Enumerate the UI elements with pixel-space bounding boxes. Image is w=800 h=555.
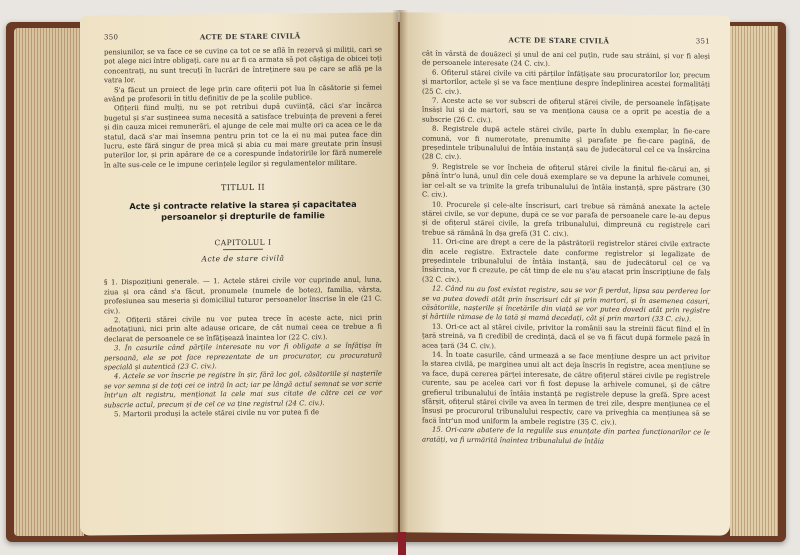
chapter-subtitle: Acte de stare civilă (201, 253, 285, 264)
section-heading: Acte și contracte relative la starea și capacitatea persoanelor și drepturile de familie (129, 199, 357, 223)
right-paragraph: 8. Registrele după actele stărei civile, parte în dublu exemplar, în fie-care comună, vor fi numerotate, prenumite și parafate pe fie-care pagină, de președintele tribunalului de întâia instanță sau de judecătorul cel ce va însărcina (28 C. civ.). (422, 124, 710, 162)
book-gutter (392, 10, 408, 540)
right-running-title: ACTE DE STARE CIVILĂ (508, 35, 610, 46)
left-page-number: 350 (104, 33, 119, 42)
right-paragraph: 10. Procurele și cele-alte înscrisuri, cari trebue să rămână anexate la actele stărei civile, se vor depune, după ce se vor parafa de persoanele care le-au depus și de ofițerul stărei civile, la grefa tribunalului, dimpreună cu registrele cari trebue să rămână în dșa grefă (31 C. civ.). (422, 200, 710, 238)
body-paragraph: 4. Actele se vor înscrie pe registre în șir, fără loc gol, căsătoriile și nașterile se vor semna și de toți cei ce intră în act; iar pe lângă actul semnat se vor scrie într'un alt registru, menționat la cele mai sus citate de către cei ce vor subscrie actul, precum și de cel ce va ține registrul (24 C. civ.). (104, 369, 382, 409)
body-paragraph: 2. Ofițerii stărei civile nu vor putea trece în aceste acte, nici prin adnotațiuni, nici prin alte adause oricare, de cât numai ceea ce trebue a fi declarat de persoanele ce se înfățișează înaintea lor (22 C. civ.). (104, 313, 382, 344)
right-paragraph: 15. Ori-care abatere de la regulile sus enunțate din partea funcționarilor ce le aratăți, va fi urmărită înaintea tribunalului de întâia (422, 425, 710, 446)
body-paragraph: § 1. Dispozițiuni generale. — 1. Actele stărei civile vor cuprinde anul, luna, ziua și ora când s'a făcut, pronumele (numele de botez), familia, vârsta, profesiunea sau meseria și domiciliul tuturor persoanelor înscrise în ele (21 C. civ.). (104, 275, 382, 315)
left-paragraph: Ofițerii fiind mulți, nu se pot retribui după cuviință, căci s'ar încărca bugetul și s'ar susțineea suma necesită a satisface trebuința de preveni a ferei și din cauza micei remunerări, el ajunge de cele mai multe ori ca acea ce le da statul, dacă s'ar mai însemna pentru prin tot ce la ei nu mai putea face din lucru, este fără singur de prea mică și abia cu mai mare greutate prin însuși puterilor lor, și prin apărare de ce a corespunde îndatoririle lor fără numerele în alte sus-cele ce le impune cerințele legilor și regulamentelor militare. (104, 101, 382, 170)
right-paragraph: 9. Registrele se vor încheia de ofițerul stărei civile la finitul fie-cărui an, și până într'o lună, unul din cele două exemplare se va depune la arhivele comunei, iar cel-alt se va trimite la grefa tribunalului de întâia instanță, spre păstrare (30 C. civ.). (422, 162, 710, 199)
right-paragraph: 6. Ofițerul stărei civile va citi părților înfățișate sau procuratorilor lor, precum și martorilor, actele și se va face mențiune despre îndeplinirea acestei formalități (25 C. civ.). (422, 68, 710, 96)
body-paragraph: 5. Martorii produși la actele stărei civile nu vor putea fi de (114, 408, 320, 419)
right-paragraph: 13. Ori-ce act al stărei civile, privitor la românii sau la streinii făcut fiind el în țară streină, va fi credibil de credință, dacă el se va fi făcut după formele pază în acea țară (34 C. civ.). (422, 322, 710, 350)
right-paragraph: cât în vârstă de douăzeci și unul de ani cel puțin, rude sau străini, și vor fi aleși de persoanele interesate (24 C. civ.). (422, 49, 710, 69)
left-paragraph: S'a făcut un proiect de lege prin care ofițerii pot lua în căsătorie și femei având pe profesorii în titlu definitiv de pe la școlile publice. (104, 83, 382, 104)
right-paragraph: 11. Ori-cine are drept a cere de la păstrătorii registrelor stărei civile extracte din acele registre. Extractele date conforme registrelor și legalizate de președintele tribunalului de întâia instanță, sau de judecătorul cel ce va însărcina, vor fi crezute, pe cât timp de ele nu s'au atacat prin înscripțiune de falș (32 C. civ.). (422, 237, 710, 284)
right-paragraph: 14. În toate casurile, când urmează a se face mențiune despre un act privitor la starea civilă, pe marginea unui alt act deja înscris în registre, acea mențiune se va face, după cererea părței interesate, de către ofițerul stărei civile pe registrele curente, sau pe acelea cari vor fi fost depuse la arhivele comunei, și de către grefierul tribunalului de întâia instanță pe registrele depuse la grefă. Spre acest sfârșit, ofițerul stărei civile va avea în termen de trei zile, despre mențiunea ce el însuși pe procurorul tribunalului respectiv, care va priveghia ca mențiunea să se facă într'un mod uniform la ambele registre (35 C. civ.). (422, 350, 710, 427)
left-running-head (104, 31, 382, 43)
titulus: TITLUL II (220, 183, 266, 193)
chapter-rule (223, 249, 263, 250)
right-page (400, 12, 730, 535)
left-running-title: ACTE DE STARE CIVILĂ (199, 31, 301, 42)
page-edges-right (730, 26, 778, 536)
right-paragraph: 7. Aceste acte se vor subscri de ofițerul stărei civile, de persoanele înfățișate însăși lui și de martori, sau se va menționa causa ce a oprit pe acestia de a subscrie (26 C. civ.). (422, 96, 710, 125)
left-page (80, 12, 398, 535)
page-edges-left (14, 28, 84, 536)
body-paragraph: 3. În casurile când părțile interesate nu vor fi obligate a se înfățișa în persoană, ele se pot face reprezentate de un procurator, cu procuratură specială și autentică (23 C. civ.). (104, 341, 382, 372)
right-running-head (422, 35, 710, 47)
right-page-number: 351 (695, 37, 710, 46)
right-paragraph: 12. Când nu au fost existat registre, sau se vor fi perdut, lipsa sau perderea lor se va putea dovedi atât prin înscrisuri cât și prin martori, și în asemenea casuri, căsătoriile, nașterile și încetările din viață se vor putea dovedi atât prin registre și hârtiile rămase de la tată și mamă decedați, cât și prin martori (33 C. civ.). (422, 284, 710, 324)
left-paragraph: pensiunilor, se va face ce se cuvine ca tot ce se află în rezervă și miliții, cari se pot alege nici între obligați, care nu ar fi ca armata să pot câștiga de obicei toți concentrați, nu sunt trecuți în lucrări de întreținere sau pe care se află pe la vatra lor. (104, 45, 382, 85)
bookmark-ribbon (398, 532, 406, 555)
chapter-title: CAPITOLUL I (214, 237, 272, 248)
